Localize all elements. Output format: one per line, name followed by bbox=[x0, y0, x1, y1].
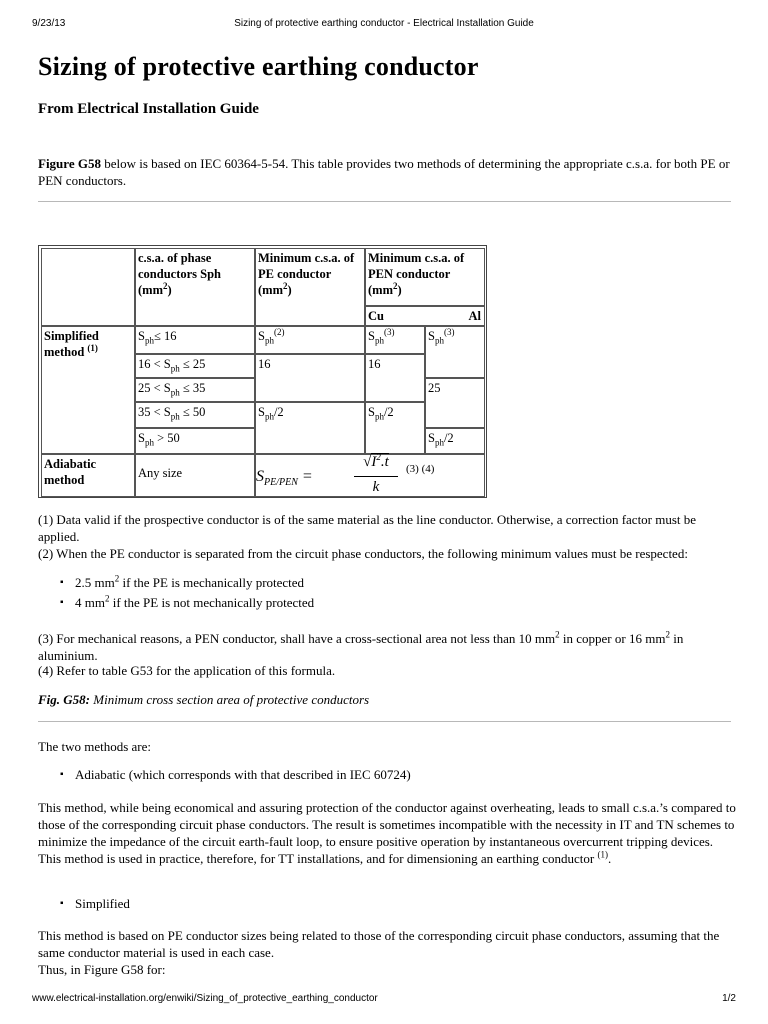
header-pen-csa: Minimum c.s.a. of PEN conductor $(mm^2)$ bbox=[365, 248, 485, 306]
phase-range-4: $35 < S_{ph} \le 50$ bbox=[135, 402, 255, 428]
intro-paragraph bbox=[38, 155, 738, 189]
row-label-simplified: Simplified method $^{(1)}$ bbox=[41, 326, 135, 454]
intro-text: below is based on IEC 60364-5-54. This table provides two methods of determining the appropriate c.s.a. for both PE or PEN conductors. bbox=[38, 156, 730, 188]
fraction-bar bbox=[354, 476, 398, 477]
figure-caption bbox=[38, 691, 738, 708]
formula-notes: (3) (4) bbox=[406, 463, 435, 475]
header-pen-cu: Cu bbox=[368, 309, 384, 323]
header-pe-csa: Minimum c.s.a. of PE conductor $(mm^2)$ bbox=[255, 248, 365, 326]
table-corner-cell bbox=[41, 248, 135, 326]
phase-range-2: $16 < S_{ph} \le 25$ bbox=[135, 354, 255, 378]
thus-line: Thus, in Figure G58 for: bbox=[38, 962, 166, 977]
formula-fraction bbox=[354, 454, 398, 496]
list-item: ▪ 2.5 $mm^2$ if the PE is mechanically protected bbox=[75, 573, 314, 593]
simplified-paragraph: This method is based on PE conductor sizes being related to those of the corresponding circuit phase conductors, assuming that the same conductor material is used in each case. bbox=[38, 928, 720, 960]
page-subtitle: From Electrical Installation Guide bbox=[38, 101, 259, 117]
pe-minimum-list bbox=[75, 573, 314, 613]
footer-url: www.electrical-installation.org/enwiki/Sizing_of_protective_earthing_conductor bbox=[32, 993, 378, 1004]
note-4: (4) Refer to table G53 for the application of this formula. bbox=[38, 663, 336, 678]
header-pen-al: Al bbox=[468, 309, 481, 323]
note-2: (2) When the PE conductor is separated from the circuit phase conductors, the following minimum values must be respected: bbox=[38, 546, 688, 561]
methods-intro: The two methods are: bbox=[38, 739, 151, 754]
caption-label: Fig. G58: bbox=[38, 692, 90, 707]
pen-al-value-1: $S_{ph}^{(3)}$ bbox=[425, 326, 485, 378]
pe-value-1: $S_{ph}^{(2)}$ bbox=[255, 326, 365, 354]
divider bbox=[38, 201, 731, 202]
row-label-adiabatic: Adiabatic method bbox=[41, 454, 135, 497]
adiabatic-any-size: Any size bbox=[135, 454, 255, 497]
pen-cu-value-1: $S_{ph}^{(3)}$ bbox=[365, 326, 425, 354]
adiabatic-formula bbox=[254, 454, 484, 496]
page-title: Sizing of protective earthing conductor bbox=[38, 52, 479, 81]
phase-range-3: $25 < S_{ph} \le 35$ bbox=[135, 378, 255, 402]
methods-list-simplified bbox=[75, 894, 130, 914]
pe-value-2: 16 bbox=[255, 354, 365, 402]
formula-lhs: $S_{PE/PEN}$ = bbox=[256, 468, 313, 489]
phase-range-1: $S_{ph}\le 16$ bbox=[135, 326, 255, 354]
methods-list-adiabatic bbox=[75, 765, 411, 785]
header-phase-csa: c.s.a. of phase conductors Sph $(mm^2)$ bbox=[135, 248, 255, 326]
page-number: 1/2 bbox=[722, 993, 736, 1004]
adiabatic-paragraph: This method, while being economical and assuring protection of the conductor against overheating, leads to small c.s.a.’s compared to those of the corresponding circuit phase conductors. The result is sometimes incompatible with the necessity in IT and TN schemes to minimize the impedance of the circuit earth-fault loop, to ensure positive operation by instantaneous overcurrent tripping devices. This method is used in practice, therefore, for TT installations, and for dimensioning an earthing conductor $^{(1)}$. bbox=[38, 800, 736, 866]
phase-range-5: $S_{ph} > 50$ bbox=[135, 428, 255, 454]
caption-text: Minimum cross section area of protective conductors bbox=[90, 692, 370, 707]
header-pen-materials bbox=[365, 306, 485, 326]
list-item: ▪ Simplified bbox=[75, 894, 130, 914]
print-footer bbox=[32, 993, 736, 1004]
pe-value-3: $S_{ph}/2$ bbox=[255, 402, 365, 454]
list-item: ▪ 4 $mm^2$ if the PE is not mechanically protected bbox=[75, 593, 314, 613]
divider bbox=[38, 721, 731, 722]
pen-al-value-3: $S_{ph}/2$ bbox=[425, 428, 485, 454]
list-item: ▪ Adiabatic (which corresponds with that described in IEC 60724) bbox=[75, 765, 411, 785]
print-title: Sizing of protective earthing conductor - Electrical Installation Guide bbox=[234, 18, 534, 29]
pen-cu-value-2: 16 bbox=[365, 354, 425, 402]
figure-link[interactable]: Figure G58 bbox=[38, 156, 101, 171]
note-3: (3) For mechanical reasons, a PEN conductor, shall have a cross-sectional area not less than 10 $mm^2$ in copper or 16 $mm^2$ in aluminium. bbox=[38, 629, 684, 663]
note-1: (1) Data valid if the prospective conductor is of the same material as the line conductor. Otherwise, a correction factor must be applied. bbox=[38, 512, 697, 544]
pen-cu-value-3: $S_{ph}/2$ bbox=[365, 402, 425, 454]
formula-denominator: k bbox=[372, 479, 380, 495]
pen-al-value-2: 25 bbox=[425, 378, 485, 428]
print-date: 9/23/13 bbox=[32, 18, 66, 29]
formula-numerator: $√I^2.t$ bbox=[363, 452, 389, 470]
